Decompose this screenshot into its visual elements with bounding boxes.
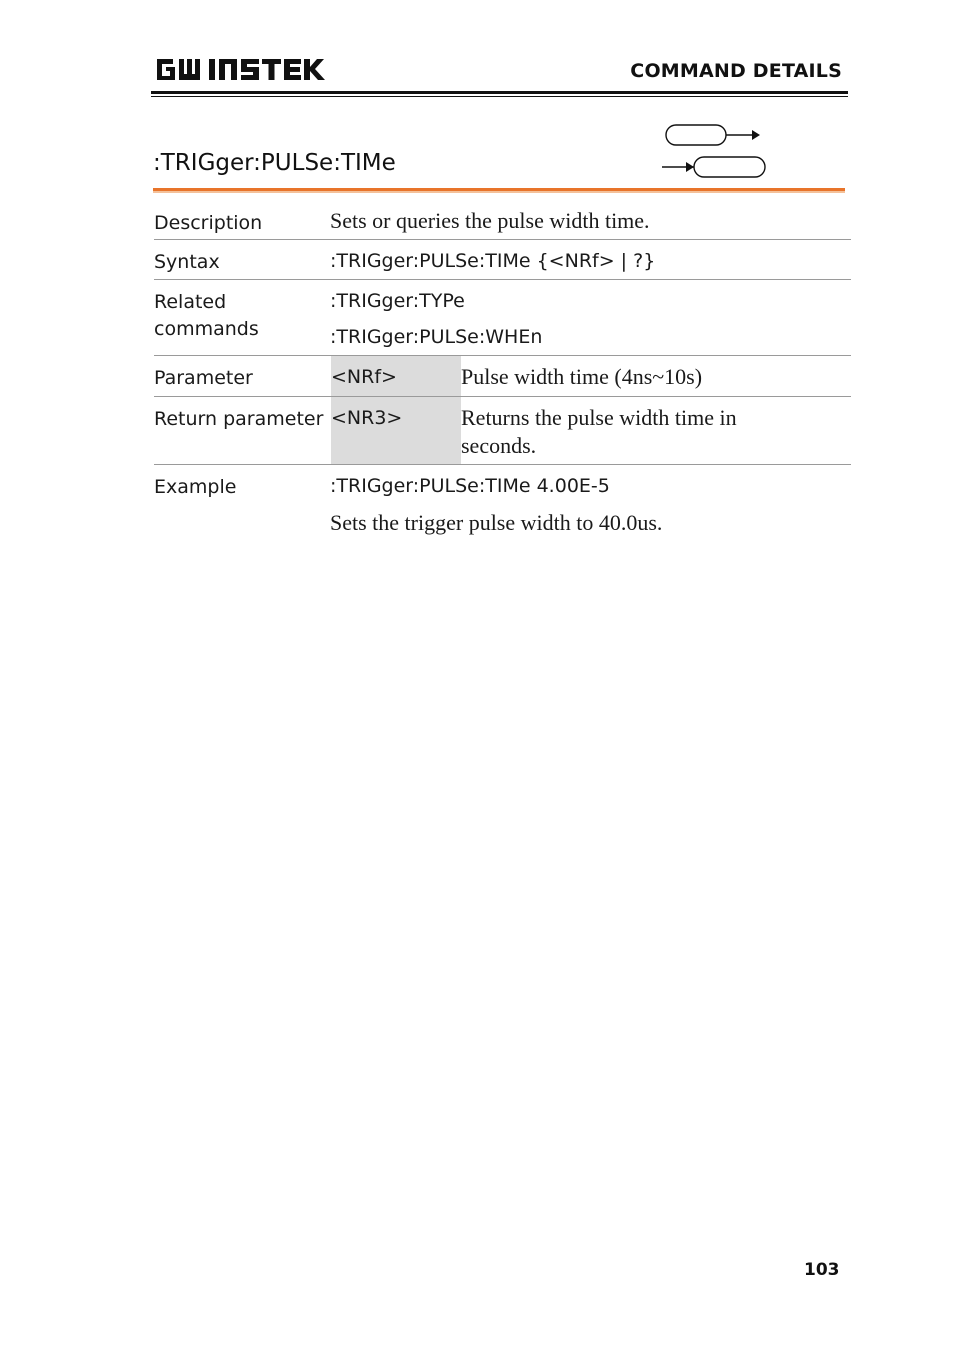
syntax-row <box>154 240 851 280</box>
syntax-label: Syntax <box>154 251 220 273</box>
title-accent-rule-shadow <box>153 191 845 193</box>
related-label-line2: commands <box>154 318 259 340</box>
return-parameter-desc-line2: seconds. <box>461 433 537 458</box>
syntax-value: :TRIGger:PULSe:TIMe {<NRf> | ?} <box>330 250 656 272</box>
header-rule-thin <box>151 96 848 97</box>
section-title: COMMAND DETAILS <box>630 60 842 82</box>
parameter-type: <NRf> <box>331 366 397 388</box>
parameter-desc: Pulse width time (4ns~10s) <box>461 364 703 389</box>
brand-logo <box>155 55 327 83</box>
description-row <box>154 203 851 240</box>
related-label-line1: Related <box>154 291 227 313</box>
example-label: Example <box>154 476 237 498</box>
return-parameter-desc-line1: Returns the pulse width time in <box>461 405 737 430</box>
command-title: :TRIGger:PULSe:TIMe <box>153 150 396 176</box>
related-commands-row <box>154 280 851 356</box>
description-value: Sets or queries the pulse width time. <box>330 208 650 233</box>
parameter-label: Parameter <box>154 367 253 389</box>
example-explanation: Sets the trigger pulse width to 40.0us. <box>330 510 663 535</box>
return-parameter-type: <NR3> <box>331 407 403 429</box>
header-rule-thick <box>151 91 848 94</box>
example-command: :TRIGger:PULSe:TIMe 4.00E-5 <box>330 475 610 497</box>
return-parameter-label: Return parameter <box>154 408 324 430</box>
example-row <box>154 465 851 545</box>
return-parameter-row <box>154 397 851 465</box>
set-query-icon <box>660 122 770 182</box>
related-command-item: :TRIGger:TYPe <box>330 290 465 312</box>
parameter-row <box>154 356 851 397</box>
related-command-item: :TRIGger:PULSe:WHEn <box>330 326 543 348</box>
description-label: Description <box>154 212 263 234</box>
page-number: 103 <box>804 1260 840 1280</box>
